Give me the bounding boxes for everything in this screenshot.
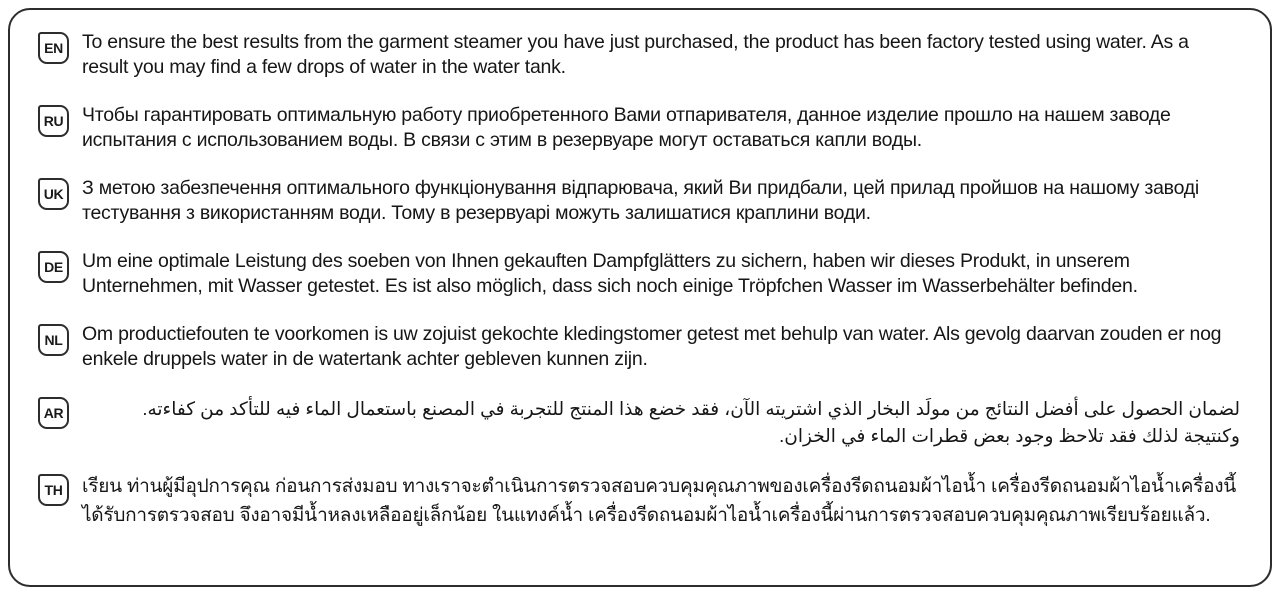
notice-text-ru: Чтобы гарантировать оптимальную работу приобретенного Вами отпаривателя, данное изделие прошло на нашем заводе испытания с использованием воды. В связи с этим в резервуаре могут оставаться капли воды. (82, 104, 1171, 151)
notice-text-uk: З метою забезпечення оптимального функціонування відпарювача, який Ви придбали, цей прилад пройшов на нашому заводі тестування з використанням води. Тому в резервуарі можуть залишатися краплини води. (82, 177, 1199, 224)
language-badge-th: TH (38, 474, 69, 506)
language-badge-de: DE (38, 251, 69, 283)
language-badge-ru: RU (38, 105, 69, 137)
language-badge-en: EN (38, 32, 69, 64)
notice-text-en: To ensure the best results from the garment steamer you have just purchased, the product has been factory tested using water. As a result you may find a few drops of water in the water tank. (82, 31, 1189, 78)
notice-frame (8, 8, 1272, 587)
language-badge-ar: AR (38, 397, 69, 429)
notice-section-ru (38, 103, 1240, 153)
notice-section-nl (38, 322, 1240, 372)
language-badge-nl: NL (38, 324, 69, 356)
notice-text-th: เรียน ท่านผู้มีอุปการคุณ ก่อนการส่งมอบ ทางเราจะตำเนินการตรวจสอบควบคุมคุณภาพของเครื่องรีดถนอมผ้าไอน้ำ เครื่องรีดถนอมผ้าไอน้ำเครื่องนี้ได้รับการตรวจสอบ จึงอาจมีน้ำหลงเหลืออยู่เล็กน้อย ในแทงค์น้ำ เครื่องรีดถนอมผ้าไอน้ำเครื่องนี้ผ่านการตรวจสอบควบคุมคุณภาพเรียบร้อยแล้ว. (82, 476, 1237, 526)
notice-section-th (38, 472, 1240, 530)
notice-section-ar (38, 395, 1240, 449)
notice-text-de: Um eine optimale Leistung des soeben von Ihnen gekauften Dampfglätters zu sichern, haben wir dieses Produkt, in unserem Unternehmen, mit Wasser getestet. Es ist also möglich, dass sich noch einige Tröpfchen Wasser im Wasserbehälter befinden. (82, 250, 1138, 297)
notice-section-uk (38, 176, 1240, 226)
notice-section-en (38, 30, 1240, 80)
notice-section-de (38, 249, 1240, 299)
notice-text-ar: لضمان الحصول على أفضل النتائج من مولَد البخار الذي اشتريته الآن، فقد خضع هذا المنتج للتجربة في المصنع باستعمال الماء فيه للتأكد من كفاءته. وكنتيجة لذلك فقد تلاحظ وجود بعض قطرات الماء في الخزان. (142, 398, 1240, 446)
notice-text-nl: Om productiefouten te voorkomen is uw zojuist gekochte kledingstomer getest met behulp van water. Als gevolg daarvan zouden er nog enkele druppels water in de watertank achter gebleven kunnen zijn. (82, 323, 1222, 370)
language-badge-uk: UK (38, 178, 69, 210)
